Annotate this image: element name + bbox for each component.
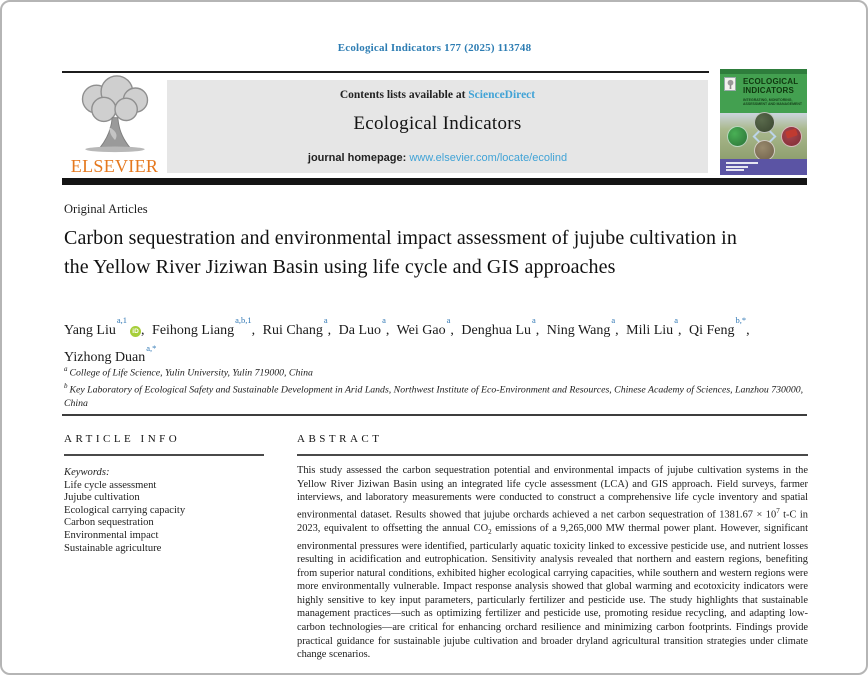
subscript: 2 [488,527,492,536]
cover-photo-circle [754,140,775,161]
abstract-text: This study assessed the carbon sequestration potential and environmental impacts of jujube cultivation systems in the Yellow River Jiziwan Basin using an integrated life cycle assessment (LCA) and GIS approach. Field surveys, farmer interviews, and laboratory measurements were conducted to construct a comprehensive life cycle inventory and spatial environmental dataset. Results showed that jujube orchards achieved a net carbon sequestration of $1381.67 \times 10^7$ t-C in 2023, equivalent to offsetting the annual $CO_2$ emissions of a 9,265,000 MW thermal power plant. However, significant environmental pressures were identified, particularly aquatic toxicity linked to excessive pesticide use, and nutrient losses resulting in acidification and eutrophication. Sensitivity analysis revealed that northern and eastern regions, benefiting from superior natural conditions, exhibited higher ecological carrying capacities, while southern and western regions were more environmentally vulnerable. Impact response analysis showed that global warming and ecotoxicity indicators were highly sensitive to key input parameters, particularly fertilizer and pesticide use. The study highlights that sustainable management practices—such as optimizing fertilizer and pesticide use, promoting residue recycling, and adapting low-carbon technologies—are critical for enhancing orchard resilience and minimizing carbon footprints. Findings provide practical guidance for sustainable jujube cultivation and broader dryland agricultural transition strategies under climate change scenarios. [297,465,809,661]
author-affiliation-marker: a,* [146,342,157,353]
author-name: Ning Wang [546,322,611,338]
abstract-section [297,433,808,662]
journal-cover-thumbnail [720,69,807,175]
elsevier-tree-icon [68,75,162,153]
section-divider-rule [62,414,807,416]
cover-elsevier-mini-logo [724,77,736,91]
abstract-heading: ABSTRACT [297,433,383,445]
author-name: Mili Liu [626,322,674,338]
author-name: Da Luo [338,322,382,338]
cover-photo-circle [754,112,775,133]
affiliation-marker: b [64,381,68,390]
author-affiliation-marker: a [611,315,616,325]
keywords-label: Keywords: [64,467,110,478]
author-affiliation-marker: a [382,315,386,325]
author-affiliation-marker: a,b,1 [235,315,252,325]
cover-journal-title: ECOLOGICAL INDICATORS [743,77,799,95]
affiliation-list [64,363,809,410]
journal-citation-link[interactable]: Ecological Indicators 177 (2025) 113748 [337,42,532,54]
author-name: Rui Chang [262,322,323,338]
journal-title: Ecological Indicators [353,113,522,134]
keyword: Sustainable agriculture [64,542,162,554]
article-info-heading: ARTICLE INFO [64,433,181,445]
author-name: Feihong Liang [152,322,235,338]
homepage-line [167,152,708,164]
contents-line [167,89,708,101]
article-title: Carbon sequestration and environmental impact assessment of jujube cultivation in the Yellow River Jiziwan Basin using life cycle and GIS approaches [64,227,737,278]
author: Ning Wang$^a$, [546,315,619,338]
affiliation-text: College of Life Science, Yulin University, Yulin 719000, China [69,367,313,379]
author: Qi Feng$^{b,*}$, [688,315,750,338]
article-info-section [64,433,264,555]
author: Feihong Liang$^{a,b,1}$, [152,315,256,338]
homepage-link[interactable]: www.elsevier.com/locate/ecolind [409,152,568,164]
author-affiliation-marker: a [323,315,328,325]
keyword: Life cycle assessment [64,479,157,491]
sciencedirect-link[interactable]: ScienceDirect [468,89,536,101]
elsevier-wordmark: ELSEVIER [70,156,159,176]
author-affiliation-marker: a [674,315,678,325]
author: Yang Liu$^{a,1}$iD , [64,315,145,338]
author-name: Yizhong Duan [64,350,146,366]
affiliation [64,380,809,410]
author: Mili Liu$^a$, [626,315,682,338]
abstract-rule [297,454,808,456]
journal-banner [167,80,708,173]
author-affiliation-marker: a [532,315,536,325]
article-info-rule [64,454,264,456]
keyword: Ecological carrying capacity [64,504,186,516]
author-name: Wei Gao [396,322,446,338]
author-affiliation-marker: a,1 [116,315,128,325]
author: Rui Chang$^a$, [262,315,332,338]
header-rule [62,71,709,73]
article-type-label: Original Articles [64,202,148,216]
keyword: Environmental impact [64,529,159,541]
author: Wei Gao$^a$, [396,315,454,338]
cover-top-strip [720,69,807,74]
homepage-label: journal homepage: [307,152,410,164]
author-name: Denghua Lu [461,322,531,338]
orcid-icon[interactable]: iD [130,326,141,337]
affiliation-text: Key Laboratory of Ecological Safety and Sustainable Development in Arid Lands, Northwest Institute of Eco-Environment and Resources, Chinese Academy of Sciences, Lanzhou 730000, China [64,384,804,409]
author-name: Yang Liu [64,322,116,338]
affiliation-marker: a [64,365,68,373]
author-list [64,314,769,369]
cover-photo-collage [720,113,807,159]
author: Denghua Lu$^a$, [461,315,540,338]
cover-photo-circle [727,126,748,147]
elsevier-logo [62,75,167,177]
keyword: Carbon sequestration [64,517,154,529]
exponent: 7 [776,506,780,515]
author-affiliation-marker: b,* [735,315,747,325]
author: Da Luo$^a$, [338,315,390,338]
author-affiliation-marker: a [446,315,451,325]
author-name: Qi Feng [688,322,735,338]
affiliation [64,363,809,380]
cover-subtitle: INTEGRATING, MONITORING, ASSESSMENT AND MANAGEMENT [743,98,802,107]
contents-lists-text: Contents lists available at [339,89,469,101]
keyword: Jujube cultivation [64,492,140,504]
cover-editor-band [720,159,807,175]
banner-divider-bar [62,178,807,185]
